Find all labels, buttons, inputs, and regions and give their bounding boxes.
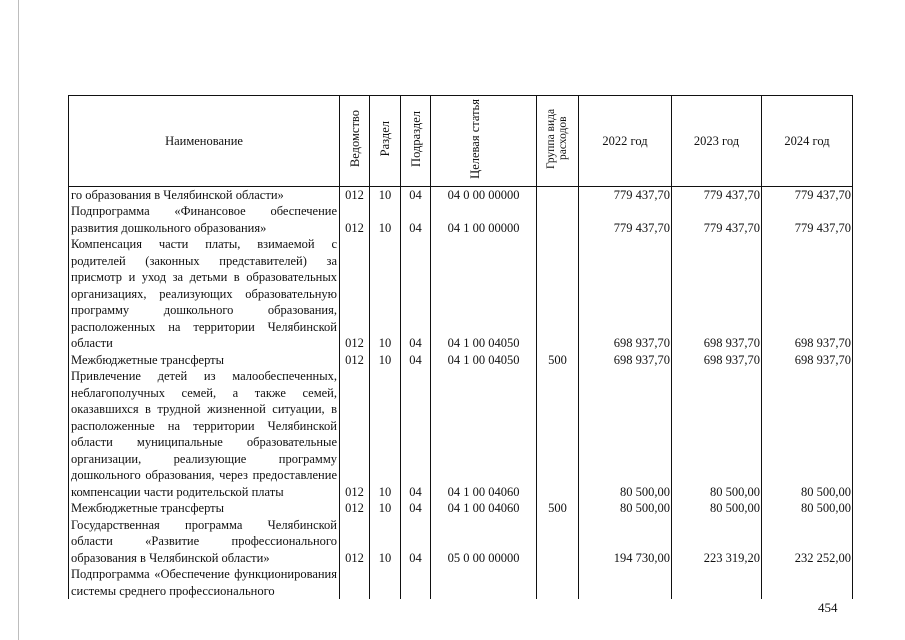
table-row xyxy=(69,236,853,352)
header-razdel: Раздел xyxy=(370,96,401,187)
row-gruppa xyxy=(537,368,579,500)
row-2022: 194 730,00 xyxy=(579,517,672,567)
header-2023: 2023 год xyxy=(672,96,762,187)
row-tselevaya: 04 0 00 00000 xyxy=(431,186,537,203)
row-2022: 698 937,70 xyxy=(579,236,672,352)
header-2024: 2024 год xyxy=(762,96,853,187)
table-row xyxy=(69,566,853,599)
header-vedomstvo: Ведомство xyxy=(340,96,370,187)
table-row xyxy=(69,368,853,500)
header-gruppa-vida-raskhodov: Группа вида расходов xyxy=(537,96,579,187)
row-2023: 698 937,70 xyxy=(672,352,762,369)
row-podrazdel: 04 xyxy=(401,186,431,203)
row-gruppa xyxy=(537,566,579,599)
row-2023: 223 319,20 xyxy=(672,517,762,567)
row-razdel: 10 xyxy=(370,186,401,203)
row-tselevaya: 04 1 00 04050 xyxy=(431,236,537,352)
row-tselevaya: 04 1 00 04060 xyxy=(431,368,537,500)
row-vedomstvo: 012 xyxy=(340,186,370,203)
row-razdel: 10 xyxy=(370,517,401,567)
row-razdel: 10 xyxy=(370,368,401,500)
header-tselevaya-statya: Целевая статья xyxy=(431,96,537,187)
row-vedomstvo: 012 xyxy=(340,352,370,369)
row-podrazdel: 04 xyxy=(401,236,431,352)
row-podrazdel: 04 xyxy=(401,500,431,517)
row-2024: 779 437,70 xyxy=(762,186,853,203)
row-gruppa: 500 xyxy=(537,352,579,369)
row-vedomstvo: 012 xyxy=(340,500,370,517)
header-podrazdel: Подраздел xyxy=(401,96,431,187)
row-vedomstvo: 012 xyxy=(340,517,370,567)
row-tselevaya: 05 0 00 00000 xyxy=(431,517,537,567)
row-name: Привлечение детей из малообеспеченных, неблагополучных семей, а также семей, оказавшихся в трудной жизненной ситуации, в расположенные на территории Челябинской области муниципальные образовательные организации, реализующие программу дошкольного образования, через предоставление компенсации части родительской платы xyxy=(69,368,340,500)
row-podrazdel: 04 xyxy=(401,352,431,369)
row-razdel: 10 xyxy=(370,203,401,236)
row-2024 xyxy=(762,566,853,599)
row-razdel: 10 xyxy=(370,500,401,517)
row-2022: 80 500,00 xyxy=(579,368,672,500)
header-name: Наименование xyxy=(69,96,340,187)
scan-margin-line xyxy=(18,0,19,640)
row-razdel: 10 xyxy=(370,236,401,352)
row-podrazdel: 04 xyxy=(401,517,431,567)
row-2024: 698 937,70 xyxy=(762,352,853,369)
table-row xyxy=(69,352,853,369)
table-row xyxy=(69,500,853,517)
row-tselevaya: 04 1 00 04050 xyxy=(431,352,537,369)
row-name: Межбюджетные трансферты xyxy=(69,500,340,517)
row-vedomstvo xyxy=(340,566,370,599)
row-podrazdel xyxy=(401,566,431,599)
table-header-row xyxy=(69,96,853,187)
row-2024: 80 500,00 xyxy=(762,368,853,500)
row-2022: 779 437,70 xyxy=(579,186,672,203)
row-tselevaya xyxy=(431,566,537,599)
row-2023: 779 437,70 xyxy=(672,203,762,236)
row-name: Государственная программа Челябинской области «Развитие профессионального образования в Челябинской области» xyxy=(69,517,340,567)
row-2024: 80 500,00 xyxy=(762,500,853,517)
row-gruppa xyxy=(537,186,579,203)
page-number: 454 xyxy=(818,600,838,615)
row-name: Межбюджетные трансферты xyxy=(69,352,340,369)
row-name: го образования в Челябинской области» xyxy=(69,186,340,203)
row-2023: 80 500,00 xyxy=(672,500,762,517)
row-2022: 779 437,70 xyxy=(579,203,672,236)
row-2023: 698 937,70 xyxy=(672,236,762,352)
table-row xyxy=(69,517,853,567)
row-razdel: 10 xyxy=(370,352,401,369)
row-tselevaya: 04 1 00 00000 xyxy=(431,203,537,236)
row-name: Подпрограмма «Обеспечение функционирования системы среднего профессионального xyxy=(69,566,340,599)
row-gruppa xyxy=(537,203,579,236)
row-2022: 698 937,70 xyxy=(579,352,672,369)
row-2024: 779 437,70 xyxy=(762,203,853,236)
row-vedomstvo: 012 xyxy=(340,203,370,236)
row-2022: 80 500,00 xyxy=(579,500,672,517)
row-gruppa xyxy=(537,517,579,567)
row-2023: 779 437,70 xyxy=(672,186,762,203)
row-2023: 80 500,00 xyxy=(672,368,762,500)
row-2023 xyxy=(672,566,762,599)
row-vedomstvo: 012 xyxy=(340,236,370,352)
budget-table xyxy=(68,95,853,599)
row-name: Подпрограмма «Финансовое обеспечение развития дошкольного образования» xyxy=(69,203,340,236)
row-podrazdel: 04 xyxy=(401,368,431,500)
row-2024: 698 937,70 xyxy=(762,236,853,352)
row-2024: 232 252,00 xyxy=(762,517,853,567)
row-name: Компенсация части платы, взимаемой с родителей (законных представителей) за присмотр и уход за детьми в образовательных организациях, реализующих образовательную программу дошкольного образования, расположенных на территории Челябинской области xyxy=(69,236,340,352)
row-vedomstvo: 012 xyxy=(340,368,370,500)
row-2022 xyxy=(579,566,672,599)
row-gruppa xyxy=(537,236,579,352)
row-gruppa: 500 xyxy=(537,500,579,517)
row-podrazdel: 04 xyxy=(401,203,431,236)
header-2022: 2022 год xyxy=(579,96,672,187)
row-razdel xyxy=(370,566,401,599)
table-row xyxy=(69,186,853,203)
table-row xyxy=(69,203,853,236)
row-tselevaya: 04 1 00 04060 xyxy=(431,500,537,517)
